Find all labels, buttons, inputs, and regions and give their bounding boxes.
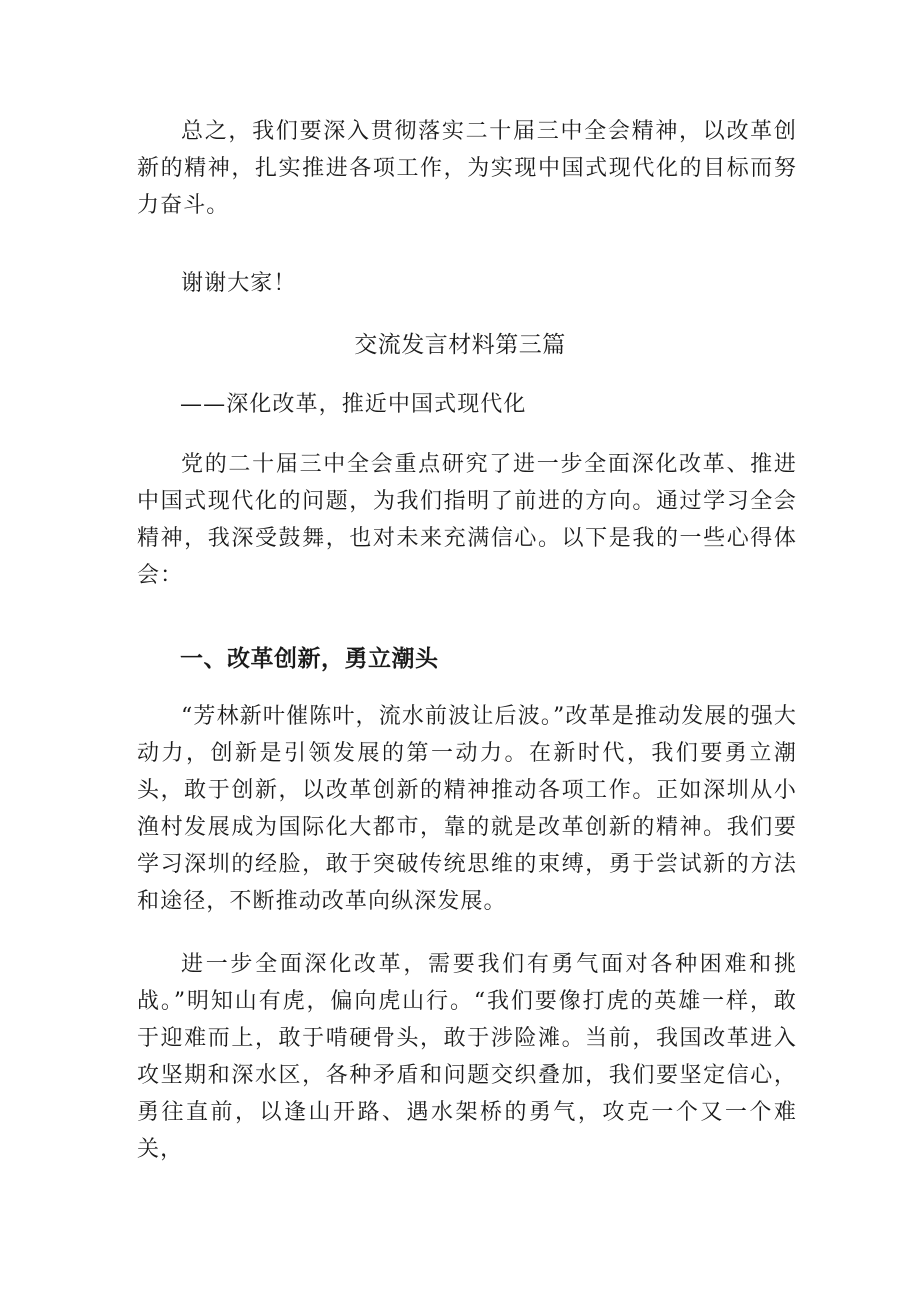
subtitle: ——深化改革，推近中国式现代化 bbox=[180, 392, 527, 417]
heading-1: 一、改革创新，勇立潮头 bbox=[180, 646, 439, 672]
section-title: 交流发言材料第三篇 bbox=[354, 332, 566, 358]
paragraph-courage: 进一步全面深化改革，需要我们有勇气面对各种困难和挑战。”明知山有虎，偏向虎山行。“我们要像打虎的英雄一样，敢于迎难而上，敢于啃硬骨头，敢于涉险滩。当前，我国改革进入攻坚期和深水区，各种矛盾和问题交织叠加，我们要坚定信心，勇往直前，以逢山开路、遇水架桥的勇气，攻克一个又一个难关， bbox=[137, 952, 797, 1162]
paragraph-intro: 党的二十届三中全会重点研究了进一步全面深化改革、推进中国式现代化的问题，为我们指明了前进的方向。通过学习全会精神，我深受鼓舞，也对未来充满信心。以下是我的一些心得体会： bbox=[137, 452, 797, 588]
paragraph-conclusion: 总之，我们要深入贯彻落实二十届三中全会精神，以改革创新的精神，扎实推进各项工作，为实现中国式现代化的目标而努力奋斗。 bbox=[137, 119, 797, 218]
paragraph-thanks: 谢谢大家！ bbox=[181, 271, 297, 296]
paragraph-reform: “芳林新叶催陈叶，流水前波让后波。”改革是推动发展的强大动力，创新是引领发展的第一动力。在新时代，我们要勇立潮头，敢于创新，以改革创新的精神推动各项工作。正如深圳从小渔村发展成为国际化大都市，靠的就是改革创新的精神。我们要学习深圳的经脸，敢于突破传统思维的束缚，勇于尝试新的方法和途径，不断推动改革向纵深发展。 bbox=[137, 704, 797, 914]
